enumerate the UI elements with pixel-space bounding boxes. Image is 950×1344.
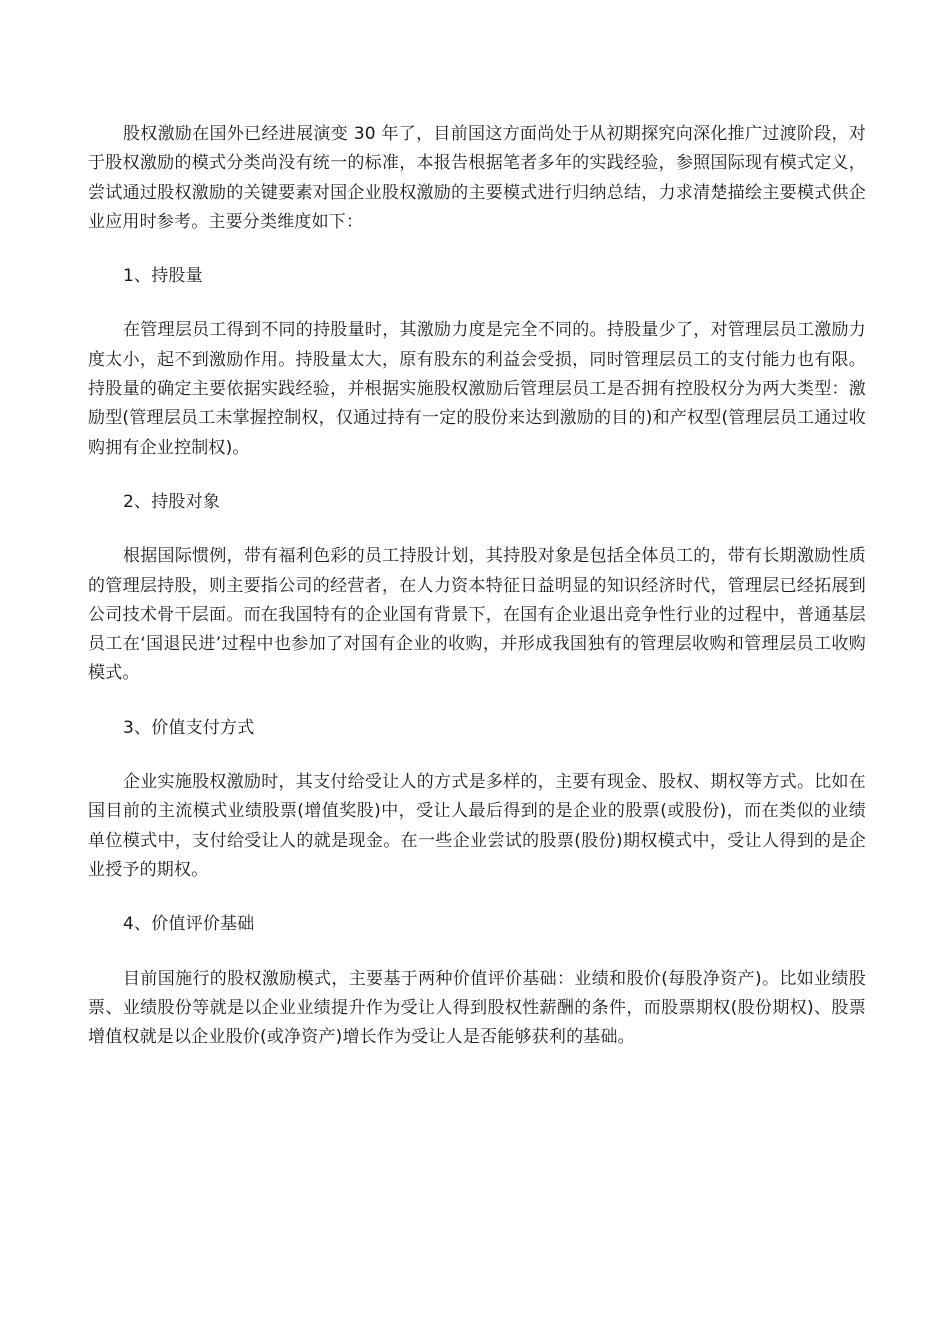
section-heading-payment-method: 3、价值支付方式 [123, 717, 255, 738]
document-page [88, 120, 866, 1052]
section-body-holding-amount: 在管理层员工得到不同的持股量时，其激励力度是完全不同的。持股量少了，对管理层员工激励力度太小，起不到激励作用。持股量太大，原有股东的利益会受损，同时管理层员工的支付能力也有限。持股量的确定主要依据实践经验，并根据实施股权激励后管理层员工是否拥有控股权分为两大类型：激励型(管理层员工未掌握控制权，仅通过持有一定的股份来达到激励的目的)和产权型(管理层员工通过收购拥有企业控制权)。 [88, 320, 866, 458]
section-body-holding-target: 根据国际惯例，带有福利色彩的员工持股计划，其持股对象是包括全体员工的，带有长期激励性质的管理层持股，则主要指公司的经营者，在人力资本特征日益明显的知识经济时代，管理层已经拓展到公司技术骨干层面。而在我国特有的企业国有背景下，在国有企业退出竞争性行业的过程中，普通基层员工在‘国退民进’过程中也参加了对国有企业的收购，并形成我国独有的管理层收购和管理层员工收购模式。 [88, 546, 866, 684]
section-body-payment-method: 企业实施股权激励时，其支付给受让人的方式是多样的，主要有现金、股权、期权等方式。比如在国目前的主流模式业绩股票(增值奖股)中，受让人最后得到的是企业的股票(或股份)，而在类似的业绩单位模式中，支付给受让人的就是现金。在一些企业尝试的股票(股份)期权模式中，受让人得到的是企业授予的期权。 [88, 772, 866, 880]
section-heading-valuation-basis: 4、价值评价基础 [123, 914, 255, 935]
intro-paragraph: 股权激励在国外已经进展演变 30 年了，目前国这方面尚处于从初期探究向深化推广过渡阶段，对于股权激励的模式分类尚没有统一的标准，本报告根据笔者多年的实践经验，参照国际现有模式定义，尝试通过股权激励的关键要素对国企业股权激励的主要模式进行归纳总结，力求清楚描绘主要模式供企业应用时参考。主要分类维度如下： [88, 124, 866, 232]
section-heading-holding-target: 2、持股对象 [123, 491, 221, 512]
section-body-valuation-basis: 目前国施行的股权激励模式，主要基于两种价值评价基础：业绩和股价(每股净资产)。比如业绩股票、业绩股份等就是以企业业绩提升作为受让人得到股权性薪酬的条件，而股票期权(股份期权)、股票增值权就是以企业股价(或净资产)增长作为受让人是否能够获利的基础。 [88, 968, 866, 1048]
section-heading-holding-amount: 1、持股量 [123, 266, 203, 287]
